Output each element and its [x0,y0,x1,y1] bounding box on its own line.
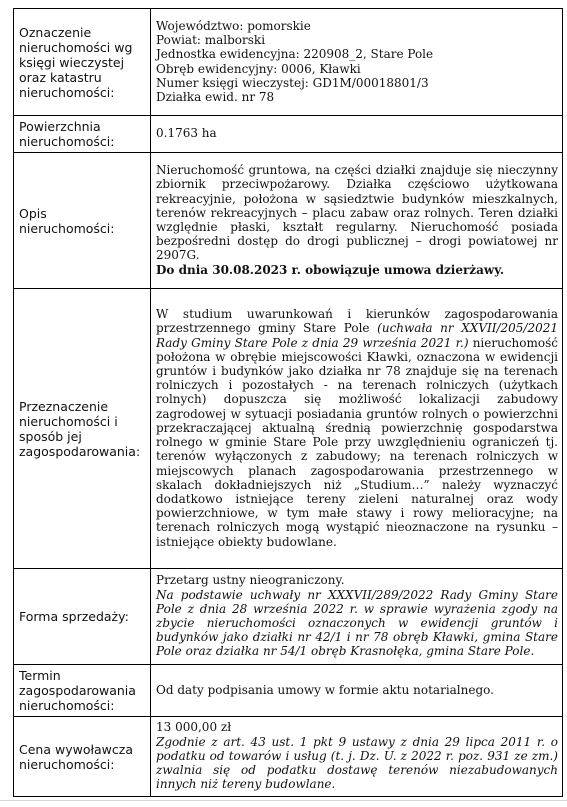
label-opis: Opis nieruchomości: [14,153,151,289]
label-forma: Forma sprzedaży: [14,569,151,665]
row-powierzchnia [14,116,563,153]
cena-price: 13 000,00 zł [156,720,232,735]
value-cena [151,717,563,797]
row-forma [14,569,563,665]
property-info-document [13,8,563,797]
opis-text: Nieruchomość gruntowa, na części działki znajduje się nieczynny zbiornik przeciwpożarowy. Działka częściowo użytkowana rekreacyjnie, położona w sąsiedztwie budynków mieszkalnych, terenów rekreacyjnych – placu zabaw oraz rolnych. Teren działki względnie płaski, kształt regularny. Nieruchomość posiada bezpośredni dostęp do drogi publicznej – drogi powiatowej nr 2907G. [156,163,558,263]
line-dzialka: Działka ewid. nr 78 [156,89,275,104]
row-przeznaczenie [14,289,563,569]
forma-first: Przetarg ustny nieograniczony. [156,573,345,588]
przeznaczenie-text-a: W studium uwarunkowań i kierunków zagospodarowania przestrzennego gminy Stare Pole [156,307,558,336]
row-cena [14,717,563,797]
line-wojewodztwo: Województwo: pomorskie [156,18,311,33]
cena-tax-note: Zgodnie z art. 43 ust. 1 pkt 9 ustawy z dnia 29 lipca 2011 r. o podatku od towarów i usług (t. j. Dz. U. z 2022 r. poz. 931 ze zm.) zwalnia się od podatku dostawę terenów niezabudowanych innych niż tereny budowlane. [156,734,558,792]
value-oznaczenie [151,9,563,116]
value-przeznaczenie [151,289,563,569]
label-powierzchnia: Powierzchnia nieruchomości: [14,116,151,153]
line-obreb: Obręb ewidencyjny: 0006, Kławki [156,61,361,76]
value-powierzchnia: 0.1763 ha [151,116,563,153]
line-jednostka: Jednostka ewidencyjna: 220908_2, Stare Pole [156,47,434,62]
page-bottom-rule [0,800,567,801]
property-table [13,8,563,797]
row-opis [14,153,563,289]
label-przeznaczenie: Przeznaczenie nieruchomości i sposób jej zagospodarowania: [14,289,151,569]
label-termin: Termin zagospodarowania nieruchomości: [14,665,151,717]
przeznaczenie-text-b: nieruchomość położona w obrębie miejscowości Kławki, oznaczona w ewidencji gruntów i budynków jako działka nr 78 znajduje się na terenach rolniczych i pozostałych - na terenach rolniczych (użytkach rolnych) dopuszcza się możliwość lokalizacji zabudowy zagrodowej w sytuacji posiadania gruntów rolnych o powierzchni przekraczającej aktualną średnią powierzchnię gospodarstwa rolnego w gminie Stare Pole przy uwzględnieniu ograniczeń tj. terenów wyłączonych z zabudowy; na terenach rolniczych w miejscowych planach zagospodarowania przestrzennego w skalach dokładniejszych niż „Studium…” należy wyznaczyć dodatkowo istniejące tereny zieleni naturalnej oraz wody powierzchniowe, w tym małe stawy i rowy melioracyjne; na terenach rolniczych mogą wystąpić nieoznaczone na rysunku – istniejące obiekty budowlane. [156,335,558,549]
value-forma [151,569,563,665]
opis-lease-note: Do dnia 30.08.2023 r. obowiązuje umowa dzierżawy. [156,262,504,277]
row-oznaczenie [14,9,563,116]
label-cena: Cena wywoławcza nieruchomości: [14,717,151,797]
line-ksiega: Numer księgi wieczystej: GD1M/00018801/3 [156,75,429,90]
przeznaczenie-resolution: (uchwała nr XXVII/205/2021 Rady Gminy Stare Pole z dnia 29 września 2021 r.) [156,321,558,350]
forma-resolution: Na podstawie uchwały nr XXXVII/289/2022 Rady Gminy Stare Pole z dnia 28 września 2022 r. w sprawie wyrażenia zgody na zbycie nieruchomości oznaczonych w ewidencji gruntów i budynków jako działki nr 42/1 i nr 78 obręb Kławki, gmina Stare Pole oraz działka nr 54/1 obręb Krasnołęka, gmina Stare Pole. [156,587,558,659]
row-termin [14,665,563,717]
label-oznaczenie: Oznaczenie nieruchomości wg księgi wieczystej oraz katastru nieruchomości: [14,9,151,116]
value-termin: Od daty podpisania umowy w formie aktu notarialnego. [151,665,563,717]
line-powiat: Powiat: malborski [156,33,266,48]
value-opis [151,153,563,289]
